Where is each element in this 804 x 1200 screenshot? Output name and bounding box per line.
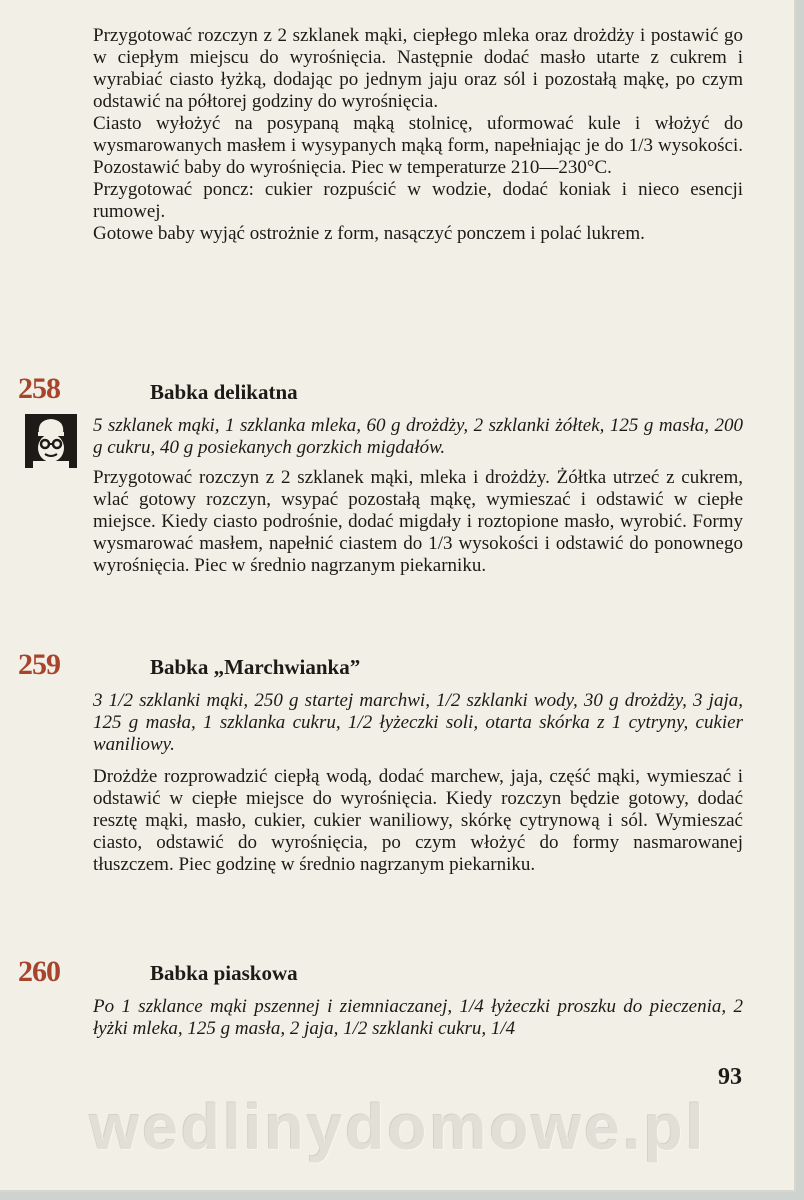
- recipe-number: 260: [18, 955, 60, 988]
- recipe-title: Babka delikatna: [150, 380, 298, 404]
- watermark: wedlinydomowe.pl: [89, 1091, 707, 1163]
- ingredients: 5 szklanek mąki, 1 szklanka mleka, 60 g drożdży, 2 szklanki żółtek, 125 g masła, 200 g cukru, 40 g posiekanych gorzkich migdałów.: [93, 415, 743, 458]
- ingredients: 3 1/2 szklanki mąki, 250 g startej marchwi, 1/2 szklanki wody, 30 g drożdży, 3 jaja, 125 g masła, 1 szklanka cukru, 1/2 łyżeczki soli, otarta skórka z 1 cytryny, cukier waniliowy.: [93, 690, 743, 755]
- intro-paragraph: Ciasto wyłożyć na posypaną mąką stolnicę, uformować kule i włożyć do wysmarowanych masłem i wysypanych mąką form, napełniając je do 1/3 wysokości. Pozostawić baby do wyrośnięcia. Piec w temperaturze 210—230°C.: [93, 113, 743, 178]
- ingredients: Po 1 szklance mąki pszennej i ziemniaczanej, 1/4 łyżeczki proszku do pieczenia, 2 łyżki mleka, 125 g masła, 2 jaja, 1/2 szklanki cukru, 1/4: [93, 996, 743, 1039]
- recipe-title: Babka piaskowa: [150, 961, 298, 985]
- instructions: Przygotować rozczyn z 2 szklanek mąki, mleka i drożdży. Żółtka utrzeć z cukrem, wlać gotowy rozczyn, wsypać pozostałą mąkę, wymieszać i odstawić w ciepłe miejsce. Kiedy ciasto podrośnie, dodać migdały i roztopione masło, wyrobić. Formy wysmarować masłem, napełnić ciastem do 1/3 wysokości i odstawić do ponownego wyrośnięcia. Piec w średnio nagrzanym piekarniku.: [93, 467, 743, 576]
- recipe-title: Babka „Marchwianka”: [150, 655, 361, 679]
- recipe-body: [93, 415, 743, 577]
- recipe-body: [93, 996, 743, 1040]
- intro-paragraph: Przygotować poncz: cukier rozpuścić w wodzie, dodać koniak i nieco esencji rumowej.: [93, 179, 743, 222]
- page-number: 93: [718, 1064, 742, 1090]
- intro-section: [93, 25, 743, 245]
- intro-paragraph: Gotowe baby wyjąć ostrożnie z form, nasączyć ponczem i polać lukrem.: [93, 223, 645, 244]
- intro-paragraph: Przygotować rozczyn z 2 szklanek mąki, ciepłego mleka oraz drożdży i postawić go w ciepłym miejscu do wyrośnięcia. Następnie dodać masło utarte z cukrem i wyrabiać ciasto łyżką, dodając po jednym jaju oraz sól i pozostałą mąkę, po czym odstawić na półtorej godziny do wyrośnięcia.: [93, 25, 743, 112]
- instructions: Drożdże rozprowadzić ciepłą wodą, dodać marchew, jaja, część mąki, wymieszać i odstawić w ciepłe miejsce do wyrośnięcia. Kiedy rozczyn będzie gotowy, dodać resztę mąki, masło, cukier, cukier waniliowy, skórkę cytrynową i sól. Wymieszać ciasto, odstawić do wyrośnięcia, po czym włożyć do formy nasmarowanej tłuszczem. Piec godzinę w średnio nagrzanym piekarniku.: [93, 766, 743, 875]
- recipe-number: 258: [18, 372, 60, 405]
- chef-portrait-icon: [25, 414, 77, 468]
- recipe-body: [93, 690, 743, 876]
- recipe-number: 259: [18, 648, 60, 681]
